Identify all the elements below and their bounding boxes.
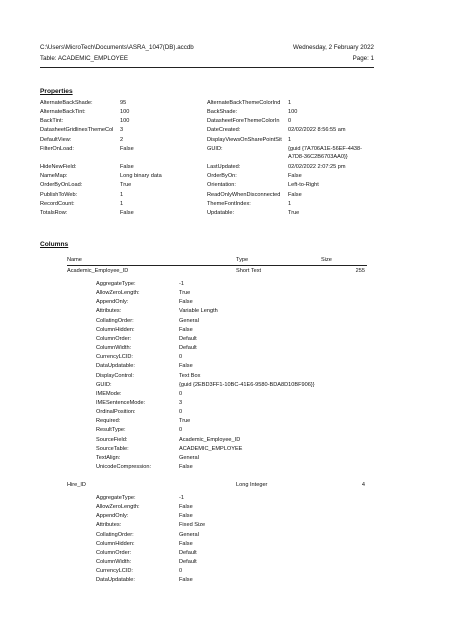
column-header-size: Size	[321, 257, 332, 263]
field-property-value: 0	[179, 427, 183, 433]
field-property-name: DataUpdatable:	[96, 363, 135, 369]
property-name: DefaultView:	[40, 137, 72, 143]
field-property-name: DisplayControl:	[96, 373, 134, 379]
property-value: A7D8-36C2B6703AA0}}	[288, 154, 348, 160]
property-name: LastUpdated:	[207, 164, 241, 170]
property-value: 3	[120, 127, 124, 133]
field-property-value: -1	[179, 281, 184, 287]
field-property-value: General	[179, 455, 199, 461]
column-header-name: Name	[67, 257, 82, 263]
field-property-name: ColumnWidth:	[96, 345, 132, 351]
field-property-name: SourceTable:	[96, 446, 129, 452]
field-property-name: CurrencyLCID:	[96, 354, 133, 360]
field-property-value: 3	[179, 400, 183, 406]
field-property-name: SourceField:	[96, 437, 128, 443]
field-size: 4	[361, 482, 365, 488]
property-value: False	[288, 192, 302, 198]
field-property-name: GUID:	[96, 382, 112, 388]
field-property-name: AppendOnly:	[96, 513, 129, 519]
header-divider	[40, 67, 374, 68]
field-property-value: 0	[179, 354, 183, 360]
field-property-value: ACADEMIC_EMPLOYEE	[179, 446, 243, 452]
column-header-type: Type	[236, 257, 249, 263]
property-value: False	[120, 146, 134, 152]
property-value: 02/02/2022 8:56:55 am	[288, 127, 346, 133]
field-property-name: ColumnHidden:	[96, 327, 135, 333]
property-name: TotalsRow:	[40, 210, 68, 216]
field-property-name: ColumnOrder:	[96, 336, 132, 342]
property-name: ThemeFontIndex:	[207, 201, 251, 207]
property-value: {guid {7A706A1E-56EF-4438-	[288, 146, 363, 152]
field-property-name: TextAlign:	[96, 455, 121, 461]
field-property-name: AggregateType:	[96, 281, 136, 287]
property-name: PublishToWeb:	[40, 192, 78, 198]
field-property-value: Default	[179, 336, 197, 342]
field-property-value: False	[179, 513, 193, 519]
field-property-name: IMESentenceMode:	[96, 400, 146, 406]
property-name: NameMap:	[40, 173, 68, 179]
property-value: 0	[288, 118, 292, 124]
properties-heading: Properties	[40, 88, 73, 95]
property-name: DateCreated:	[207, 127, 241, 133]
property-value: 100	[120, 109, 130, 115]
property-name: AlternateBackShade:	[40, 100, 93, 106]
property-name: ReadOnlyWhenDisconnected	[207, 192, 281, 198]
field-property-value: Text Box	[179, 373, 201, 379]
columns-heading: Columns	[40, 241, 69, 248]
page-number: Page: 1	[352, 55, 374, 62]
field-property-name: CollatingOrder:	[96, 318, 134, 324]
field-property-value: True	[179, 290, 191, 296]
field-property-name: UnicodeCompression:	[96, 464, 152, 470]
field-property-name: AppendOnly:	[96, 299, 129, 305]
table-name: Table: ACADEMIC_EMPLOYEE	[40, 55, 129, 62]
field-property-name: AllowZeroLength:	[96, 290, 140, 296]
field-property-name: Attributes:	[96, 308, 122, 314]
field-property-value: Variable Length	[179, 308, 218, 314]
field-property-value: False	[179, 577, 193, 583]
property-name: Orientation:	[207, 182, 236, 188]
field-property-value: False	[179, 541, 193, 547]
property-value: True	[120, 182, 132, 188]
field-property-name: Attributes:	[96, 522, 122, 528]
field-property-value: General	[179, 318, 199, 324]
field-property-name: ColumnWidth:	[96, 559, 132, 565]
field-property-name: CurrencyLCID:	[96, 568, 133, 574]
field-property-value: Default	[179, 559, 197, 565]
property-value: Left-to-Right	[288, 182, 319, 188]
property-value: 2	[120, 137, 124, 143]
field-type: Short Text	[236, 268, 262, 274]
property-value: 100	[288, 109, 298, 115]
property-name: FilterOnLoad:	[40, 146, 74, 152]
field-property-value: -1	[179, 495, 184, 501]
field-property-value: General	[179, 532, 199, 538]
property-value: False	[120, 164, 134, 170]
field-property-value: False	[179, 327, 193, 333]
property-value: True	[288, 210, 300, 216]
field-property-value: Default	[179, 550, 197, 556]
property-name: DatasheetGridlinesThemeCol	[40, 127, 114, 133]
field-type: Long Integer	[236, 482, 268, 488]
field-property-name: AllowZeroLength:	[96, 504, 140, 510]
property-value: 1	[288, 100, 292, 106]
property-name: BackTint:	[40, 118, 64, 124]
property-value: 100	[120, 118, 130, 124]
field-property-value: 0	[179, 391, 183, 397]
property-value: 1	[288, 137, 292, 143]
property-name: Updatable:	[207, 210, 235, 216]
field-property-name: Required:	[96, 418, 121, 424]
property-value: 95	[120, 100, 127, 106]
property-name: AlternateBackTint:	[40, 109, 86, 115]
property-name: DisplayViewsOnSharePointSit	[207, 137, 282, 143]
property-value: 1	[120, 201, 124, 207]
property-name: HideNewField:	[40, 164, 77, 170]
field-property-value: True	[179, 418, 191, 424]
field-property-name: ColumnHidden:	[96, 541, 135, 547]
property-value: 1	[288, 201, 292, 207]
field-property-value: False	[179, 299, 193, 305]
property-value: Long binary data	[120, 173, 162, 179]
field-property-value: {guid {2EBD3FF1-10BC-41E6-9580-BDA8D10BF906}}	[179, 382, 315, 388]
field-name: Academic_Employee_ID	[67, 268, 129, 274]
property-value: False	[288, 173, 302, 179]
database-path: C:\Users\MicroTech\Documents\ASRA_1047(DB).accdb	[40, 44, 194, 51]
property-name: DatasheetForeThemeColorIn	[207, 118, 280, 124]
field-property-name: DataUpdatable:	[96, 577, 135, 583]
report-date: Wednesday, 2 February 2022	[293, 44, 374, 51]
field-property-value: False	[179, 504, 193, 510]
field-property-value: Fixed Size	[179, 522, 206, 528]
field-property-value: False	[179, 363, 193, 369]
field-property-name: ResultType:	[96, 427, 126, 433]
property-value: 02/02/2022 2:07:25 pm	[288, 164, 346, 170]
field-property-value: False	[179, 464, 193, 470]
field-property-name: OrdinalPosition:	[96, 409, 136, 415]
property-value: False	[120, 210, 134, 216]
field-property-value: Academic_Employee_ID	[179, 437, 241, 443]
field-property-name: AggregateType:	[96, 495, 136, 501]
field-property-value: Default	[179, 345, 197, 351]
field-property-name: CollatingOrder:	[96, 532, 134, 538]
field-property-name: ColumnOrder:	[96, 550, 132, 556]
field-property-value: 0	[179, 409, 183, 415]
property-value: 1	[120, 192, 124, 198]
property-name: OrderByOnLoad:	[40, 182, 83, 188]
field-property-value: 0	[179, 568, 183, 574]
field-property-name: IMEMode:	[96, 391, 122, 397]
column-header-divider	[67, 265, 367, 266]
property-name: GUID:	[207, 146, 223, 152]
property-name: OrderByOn:	[207, 173, 237, 179]
field-name: Hire_ID	[67, 482, 86, 488]
property-name: AlternateBackThemeColorInd	[207, 100, 281, 106]
field-size: 255	[355, 268, 365, 274]
property-name: BackShade:	[207, 109, 238, 115]
property-name: RecordCount:	[40, 201, 75, 207]
